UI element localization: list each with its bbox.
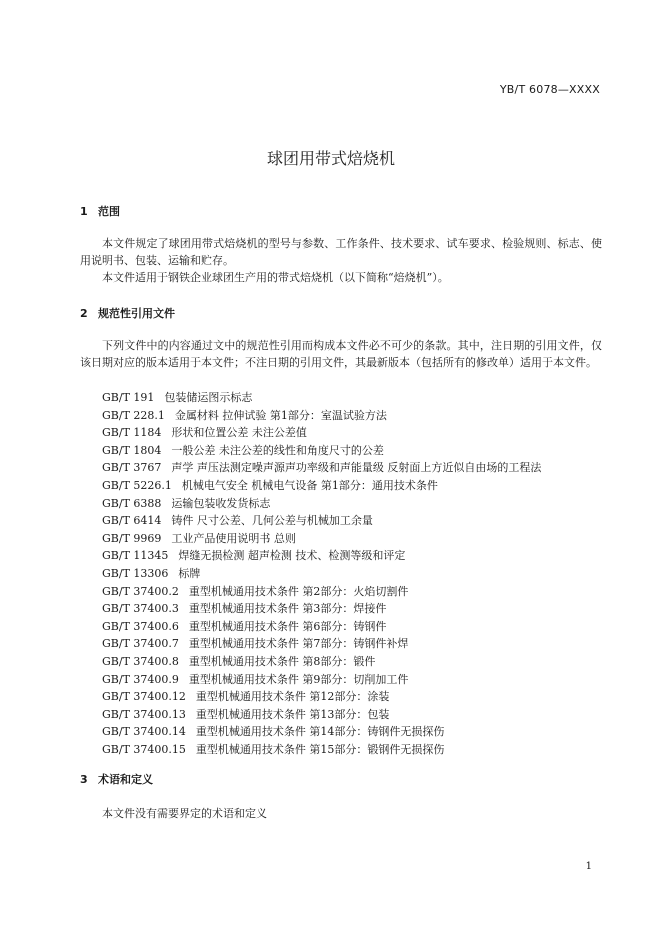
- reference-code: GB/T 37400.7: [102, 637, 179, 651]
- scope-paragraph-1: 本文件规定了球团用带式焙烧机的型号与参数、工作条件、技术要求、试车要求、检验规则、标志、使用说明书、包装、运输和贮存。: [80, 237, 602, 267]
- reference-code: GB/T 37400.13: [102, 707, 186, 721]
- reference-code: GB/T 6388: [102, 496, 162, 510]
- reference-item: [102, 407, 541, 425]
- reference-title: 铸件 尺寸公差、几何公差与机械加工余量: [171, 514, 373, 528]
- reference-code: GB/T 37400.8: [102, 654, 179, 668]
- reference-code: GB/T 37400.12: [102, 690, 186, 704]
- reference-item: [102, 530, 541, 548]
- reference-item: [102, 671, 541, 689]
- reference-item: [102, 424, 541, 442]
- reference-title: 运输包装收发货标志: [171, 496, 271, 510]
- reference-title: 重型机械通用技术条件 第7部分：铸钢件补焊: [188, 637, 409, 651]
- reference-code: GB/T 1184: [102, 426, 162, 440]
- reference-item: [102, 442, 541, 460]
- reference-title: 包装储运图示标志: [164, 391, 253, 404]
- reference-item: [102, 635, 541, 653]
- reference-item: [102, 741, 541, 759]
- reference-code: GB/T 191: [102, 391, 155, 404]
- reference-item: [102, 600, 541, 618]
- reference-code: GB/T 37400.14: [102, 725, 186, 739]
- reference-title: 重型机械通用技术条件 第9部分：切削加工件: [188, 672, 409, 686]
- reference-item: [102, 512, 541, 530]
- reference-code: GB/T 11345: [102, 549, 169, 563]
- reference-code: GB/T 3767: [102, 461, 162, 475]
- reference-item: [102, 477, 541, 495]
- page-number: 1: [585, 861, 592, 872]
- reference-item: [102, 565, 541, 583]
- reference-item: [102, 653, 541, 671]
- section-3-heading: [80, 771, 153, 787]
- reference-item: [102, 688, 541, 706]
- section-number: 2: [80, 307, 88, 320]
- reference-item: [102, 389, 541, 407]
- reference-code: GB/T 37400.9: [102, 672, 179, 686]
- reference-title: 重型机械通用技术条件 第6部分：铸钢件: [188, 619, 387, 633]
- reference-title: 重型机械通用技术条件 第15部分：锻钢件无损探伤: [195, 742, 445, 756]
- reference-code: GB/T 37400.3: [102, 602, 179, 616]
- section-1-heading: [80, 203, 120, 219]
- reference-item: [102, 723, 541, 741]
- reference-item: [102, 706, 541, 724]
- reference-title: 一般公差 未注公差的线性和角度尺寸的公差: [171, 443, 384, 457]
- reference-item: [102, 547, 541, 565]
- reference-code: GB/T 37400.6: [102, 619, 179, 633]
- reference-item: [102, 583, 541, 601]
- document-title: 球团用带式焙烧机: [266, 149, 395, 168]
- reference-title: 重型机械通用技术条件 第3部分：焊接件: [188, 602, 387, 616]
- standard-code: YB/T 6078—XXXX: [499, 83, 600, 96]
- reference-title: 重型机械通用技术条件 第13部分：包装: [195, 707, 390, 721]
- reference-code: GB/T 6414: [102, 514, 162, 528]
- reference-title: 形状和位置公差 未注公差值: [171, 426, 307, 440]
- section-number: 3: [80, 773, 88, 786]
- reference-code: GB/T 1804: [102, 443, 162, 457]
- reference-item: [102, 459, 541, 477]
- reference-code: GB/T 5226.1: [102, 478, 172, 492]
- scope-paragraph-2: 本文件适用于钢铁企业球团生产用的带式焙烧机（以下简称“焙烧机”）。: [102, 271, 449, 284]
- reference-title: 工业产品使用说明书 总则: [171, 531, 296, 545]
- reference-title: 焊缝无损检测 超声检测 技术、检测等级和评定: [178, 549, 406, 563]
- reference-title: 重型机械通用技术条件 第8部分：锻件: [188, 654, 376, 668]
- reference-title: 标牌: [178, 566, 201, 580]
- section-title: 术语和定义: [98, 773, 153, 786]
- reference-code: GB/T 228.1: [102, 408, 165, 422]
- reference-list: [102, 389, 541, 758]
- reference-title: 重型机械通用技术条件 第12部分：涂装: [195, 690, 390, 704]
- reference-code: GB/T 9969: [102, 531, 162, 545]
- reference-title: 重型机械通用技术条件 第14部分：铸钢件无损探伤: [195, 725, 445, 739]
- reference-item: [102, 618, 541, 636]
- section-title: 范围: [98, 205, 120, 218]
- reference-title: 金属材料 拉伸试验 第1部分：室温试验方法: [174, 408, 387, 422]
- reference-code: GB/T 13306: [102, 566, 169, 580]
- reference-code: GB/T 37400.15: [102, 742, 186, 756]
- reference-title: 机械电气安全 机械电气设备 第1部分：通用技术条件: [181, 478, 438, 492]
- section-2-heading: [80, 305, 175, 321]
- reference-code: GB/T 37400.2: [102, 584, 179, 598]
- terms-paragraph: 本文件没有需要界定的术语和定义: [102, 807, 267, 820]
- reference-item: [102, 495, 541, 513]
- references-intro: 下列文件中的内容通过文中的规范性引用而构成本文件必不可少的条款。其中，注日期的引用文件，仅该日期对应的版本适用于本文件；不注日期的引用文件，其最新版本（包括所有的修改单）适用于本文件。: [80, 339, 602, 369]
- reference-title: 声学 声压法测定噪声源声功率级和声能量级 反射面上方近似自由场的工程法: [171, 461, 542, 475]
- section-title: 规范性引用文件: [98, 307, 175, 320]
- section-number: 1: [80, 205, 88, 218]
- reference-title: 重型机械通用技术条件 第2部分：火焰切割件: [188, 584, 409, 598]
